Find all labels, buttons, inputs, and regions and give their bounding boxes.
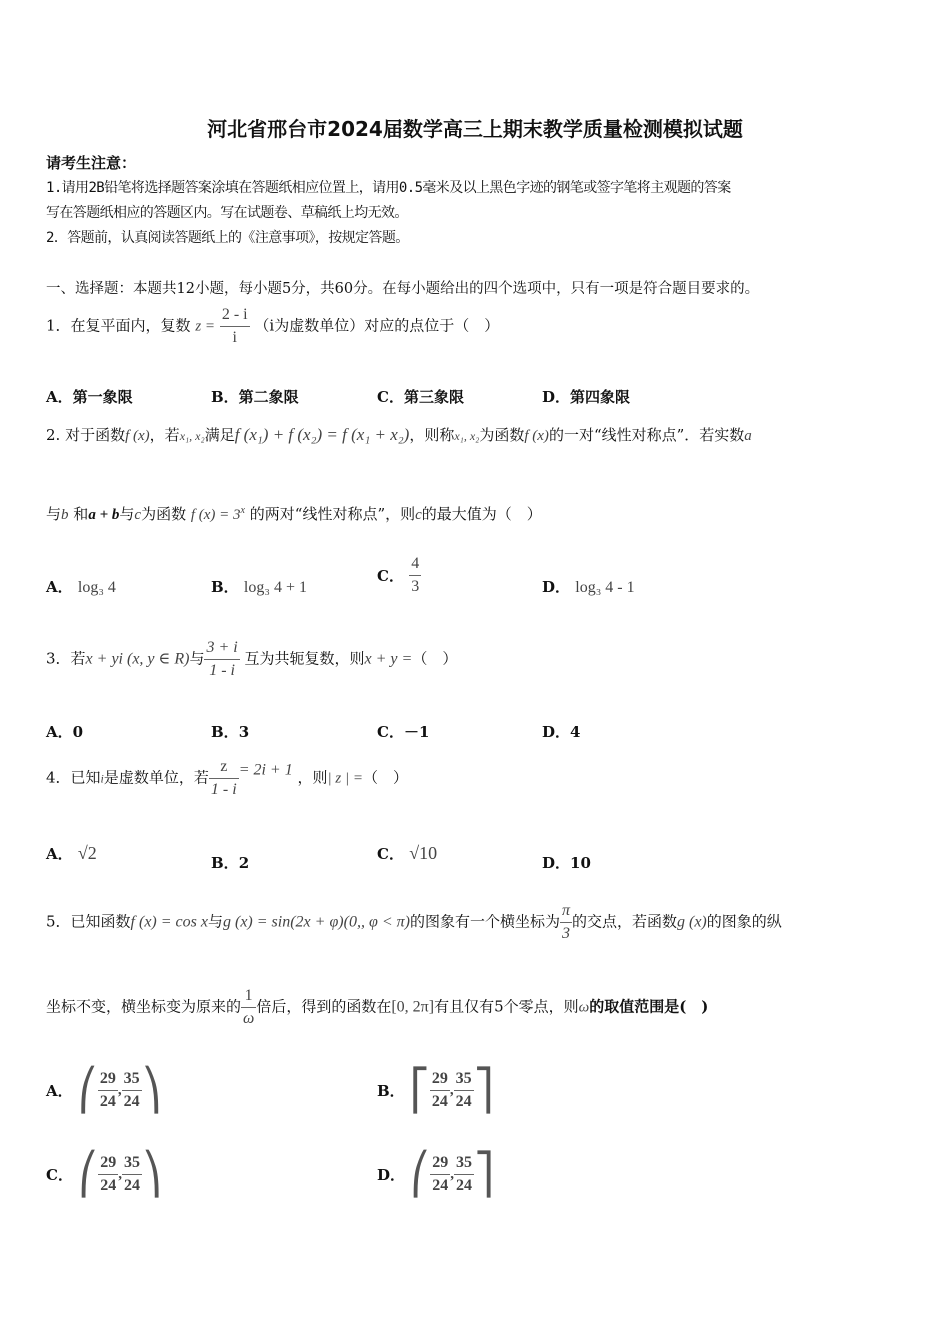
q4-eq: = 2i + 1 xyxy=(238,761,293,779)
q3-fraction xyxy=(204,637,239,682)
q2-a-value: log₃ 4 xyxy=(77,579,116,596)
q5-a-d2: 24 xyxy=(123,1093,140,1110)
q2-text-b: ，若 xyxy=(149,426,180,444)
q5-text-i: 的取值范围是( ) xyxy=(589,997,709,1016)
q2-c-num: 4 xyxy=(409,553,421,576)
q2-option-d[interactable] xyxy=(542,576,635,597)
q5-c-d1: 24 xyxy=(100,1177,117,1194)
notice-item-1a: 1.请用2B铅笔将选择题答案涂填在答题纸相应位置上，请用0.5毫米及以上黑色字迹的钢笔或签字笔将主观题的答案 xyxy=(46,180,731,196)
question-4 xyxy=(46,756,408,801)
q5-c-label: C． xyxy=(46,1166,73,1184)
q5-d-d1: 24 xyxy=(432,1177,449,1194)
q2-text-f: 的一对“线性对称点”．若实数 xyxy=(548,426,745,444)
q2-text-a: 2. 对于函数 xyxy=(46,426,126,444)
q5-interval: [0, 2π] xyxy=(391,998,435,1016)
question-2-line-1 xyxy=(46,424,752,445)
q3-post1: 互为共轭复数，则 xyxy=(244,649,365,668)
q3-c-value: －1 xyxy=(403,723,430,741)
q5-omega: ω xyxy=(578,999,590,1016)
question-3 xyxy=(46,637,457,682)
q5-b-comma: , xyxy=(449,1082,454,1098)
question-5-line-1 xyxy=(46,900,782,945)
q2-d-value: log₃ 4 - 1 xyxy=(575,579,635,596)
q3-expr: x + yi (x, y ∈ R) xyxy=(85,650,190,668)
q5-text-c: 的图象有一个横坐标为 xyxy=(409,912,560,931)
q5-b-frac2 xyxy=(454,1068,474,1113)
q2-x12: x₁, x₂ xyxy=(179,429,205,443)
q4-den: 1 - i xyxy=(210,781,237,798)
q5-w-num: 1 xyxy=(241,985,256,1008)
q1-den: i xyxy=(232,329,237,346)
q2-option-a[interactable] xyxy=(46,576,116,597)
q2-d-label: D． xyxy=(542,578,571,596)
q4-option-a[interactable] xyxy=(46,843,97,864)
q1-option-b[interactable]: B．第二象限 xyxy=(211,388,299,406)
q3-post2: （ ） xyxy=(412,649,458,668)
q2-text-l: 的最大值为（ ） xyxy=(421,505,542,523)
q4-b-value: 2 xyxy=(238,854,250,872)
q1-option-c[interactable]: C．第三象限 xyxy=(377,388,464,406)
q5-d-close-bracket: ⎤ xyxy=(474,1151,494,1197)
notice-item-1b: 写在答题纸相应的答题区内。写在试题卷、草稿纸上均无效。 xyxy=(46,205,408,221)
q1-post: （i为虚数单位）对应的点位于（ ） xyxy=(254,316,500,335)
section-heading: 一、选择题：本题共12小题，每小题5分，共60分。在每小题给出的四个选项中，只有一项是符合题目要求的。 xyxy=(46,281,760,297)
q2-text-e: 为函数 xyxy=(479,426,525,444)
q3-b-value: 3 xyxy=(238,723,250,741)
q5-option-b[interactable] xyxy=(377,1068,494,1113)
q2-a-label: A． xyxy=(46,578,73,596)
q5-g: g (x) = sin(2x + φ)(0,, φ < π) xyxy=(223,913,410,931)
q2-text-c: 满足 xyxy=(204,426,235,444)
q1-pre: 1．在复平面内，复数 xyxy=(46,316,191,335)
q2-fx: f (x) xyxy=(125,428,150,444)
q3-den: 1 - i xyxy=(209,662,235,679)
q4-i: i xyxy=(100,771,104,786)
q5-c-frac2 xyxy=(122,1152,142,1197)
q1-option-d[interactable]: D．第四象限 xyxy=(542,388,631,406)
q4-post2: （ ） xyxy=(363,768,409,787)
q5-c-n2: 35 xyxy=(122,1152,142,1175)
q2-c-2: c xyxy=(415,507,422,523)
question-5-line-2 xyxy=(46,985,708,1030)
q3-b-label: B． xyxy=(211,723,239,741)
q2-ab: a + b xyxy=(88,507,120,523)
q5-gx: g (x) xyxy=(677,913,707,931)
q4-d-value: 10 xyxy=(570,854,591,872)
q5-option-c[interactable] xyxy=(46,1152,162,1197)
q5-a-frac2 xyxy=(122,1068,142,1113)
q2-f3: f (x) = 3 xyxy=(190,507,241,523)
q2-c: c xyxy=(134,507,142,523)
q2-option-c[interactable] xyxy=(377,553,421,598)
q5-c-comma: , xyxy=(118,1166,122,1182)
q5-a-label: A． xyxy=(46,1082,73,1100)
q2-equation: f (x₁) + f (x₂) = f (x₁ + x₂) xyxy=(234,425,410,444)
q5-a-d1: 24 xyxy=(99,1093,116,1110)
q5-option-a[interactable] xyxy=(46,1068,162,1113)
q4-post1: ，则 xyxy=(297,768,328,787)
q5-c-n1: 29 xyxy=(98,1152,118,1175)
q5-text-g: 倍后，得到的函数在 xyxy=(256,997,392,1016)
q5-a-open-bracket: ⎛ xyxy=(77,1067,98,1113)
q5-c-close-bracket: ⎞ xyxy=(141,1151,162,1197)
q5-pi-fraction xyxy=(560,900,572,945)
q5-w-fraction xyxy=(241,985,256,1030)
q4-fraction xyxy=(209,756,239,801)
q5-b-n2: 35 xyxy=(454,1068,474,1091)
q5-text-a: 5．已知函数 xyxy=(46,912,131,931)
q3-a-value: 0 xyxy=(72,723,84,741)
q2-b: b xyxy=(61,507,69,523)
q5-a-frac1 xyxy=(98,1068,118,1113)
q2-f3-sup: x xyxy=(240,505,245,516)
q5-c-frac1 xyxy=(98,1152,118,1197)
q4-d-label: D． xyxy=(542,854,571,872)
q2-text-g: 与 xyxy=(46,505,62,523)
q1-fraction xyxy=(220,304,250,349)
q2-c-label: C． xyxy=(377,567,404,585)
q4-option-d[interactable] xyxy=(542,852,591,873)
q4-c-value: √10 xyxy=(409,843,438,863)
q5-d-frac2 xyxy=(454,1152,474,1197)
q4-option-b[interactable] xyxy=(211,852,249,873)
q5-d-open-bracket: ⎛ xyxy=(410,1151,431,1197)
notice-item-2: 2．答题前，认真阅读答题纸上的《注意事项》，按规定答题。 xyxy=(46,230,409,246)
q1-z: z = xyxy=(195,318,216,335)
q3-mid: 与 xyxy=(189,649,205,668)
q5-w-den: ω xyxy=(243,1010,255,1027)
q4-mid: 是虚数单位，若 xyxy=(103,768,209,787)
q3-option-c[interactable] xyxy=(377,721,429,742)
q5-a-comma: , xyxy=(117,1082,122,1098)
q5-b-n1: 29 xyxy=(430,1068,450,1091)
q2-x12-2: x₁, x₂ xyxy=(454,429,480,443)
q2-option-b[interactable] xyxy=(211,576,307,597)
q5-b-d2: 24 xyxy=(455,1093,472,1110)
q4-num: z xyxy=(209,756,239,779)
q5-a-n2: 35 xyxy=(122,1068,142,1091)
q5-b-frac1 xyxy=(430,1068,450,1113)
q3-num: 3 + i xyxy=(204,637,239,660)
q2-a: a xyxy=(744,428,752,444)
q3-option-d[interactable] xyxy=(542,721,580,742)
q1-option-a[interactable]: A．第一象限 xyxy=(46,388,133,406)
q5-c-d2: 24 xyxy=(123,1177,140,1194)
q5-b-open-bracket: ⎡ xyxy=(409,1067,430,1113)
q3-option-b[interactable] xyxy=(211,721,249,742)
q3-d-value: 4 xyxy=(570,723,581,741)
q5-d-n1: 29 xyxy=(430,1152,450,1175)
q2-text-d: ，则称 xyxy=(409,426,455,444)
q2-b-value: log₃ 4 + 1 xyxy=(243,579,307,596)
q3-c-label: C． xyxy=(377,723,404,741)
page-title: 河北省邢台市2024届数学高三上期末教学质量检测模拟试题 xyxy=(207,117,743,141)
q3-expr2: x + y = xyxy=(364,650,413,668)
q5-a-n1: 29 xyxy=(98,1068,118,1091)
q5-c-open-bracket: ⎛ xyxy=(78,1151,99,1197)
q5-text-b: 与 xyxy=(207,912,223,931)
q5-text-e: 的图象的纵 xyxy=(706,912,782,931)
q4-a-label: A． xyxy=(46,845,73,863)
q2-text-h: 和 xyxy=(73,505,89,523)
q5-b-close-bracket: ⎤ xyxy=(473,1067,494,1113)
q2-text-k: 的两对“线性对称点”，则 xyxy=(249,505,416,523)
q5-d-comma: , xyxy=(450,1166,454,1182)
q5-text-h: 有且仅有5个零点，则 xyxy=(434,997,579,1016)
question-1 xyxy=(46,304,499,349)
q5-text-d: 的交点，若函数 xyxy=(571,912,677,931)
q4-absz: | z | = xyxy=(327,770,363,787)
q5-d-frac1 xyxy=(430,1152,450,1197)
q5-d-n2: 35 xyxy=(454,1152,474,1175)
q2-b-label: B． xyxy=(211,578,239,596)
q3-option-a[interactable] xyxy=(46,721,83,742)
q2-c-fraction xyxy=(409,553,421,598)
q2-c-den: 3 xyxy=(411,578,420,595)
q4-pre: 4．已知 xyxy=(46,768,101,787)
q5-d-d2: 24 xyxy=(456,1177,472,1194)
q5-b-d1: 24 xyxy=(431,1093,448,1110)
q4-a-value: √2 xyxy=(77,843,97,863)
q5-pi-num: π xyxy=(560,900,572,923)
q4-b-label: B． xyxy=(211,854,239,872)
q5-text-f: 坐标不变，横坐标变为原来的 xyxy=(46,997,242,1016)
q5-f: f (x) = cos x xyxy=(130,913,208,931)
q2-fx-2: f (x) xyxy=(524,428,549,444)
q5-d-label: D． xyxy=(377,1166,406,1184)
notice-heading: 请考生注意： xyxy=(46,154,137,172)
q3-a-label: A． xyxy=(46,723,73,741)
question-2-line-2 xyxy=(46,503,542,524)
q3-pre: 3．若 xyxy=(46,649,86,668)
q5-pi-den: 3 xyxy=(561,925,570,942)
q5-a-close-bracket: ⎞ xyxy=(141,1067,162,1113)
q5-option-d[interactable] xyxy=(377,1152,494,1197)
q5-b-label: B． xyxy=(377,1082,405,1100)
q4-c-label: C． xyxy=(377,845,404,863)
q4-option-c[interactable] xyxy=(377,843,437,864)
q1-num: 2 - i xyxy=(220,304,250,327)
q2-text-j: 为函数 xyxy=(141,505,187,523)
q3-d-label: D． xyxy=(542,723,571,741)
q2-text-i: 与 xyxy=(119,505,135,523)
